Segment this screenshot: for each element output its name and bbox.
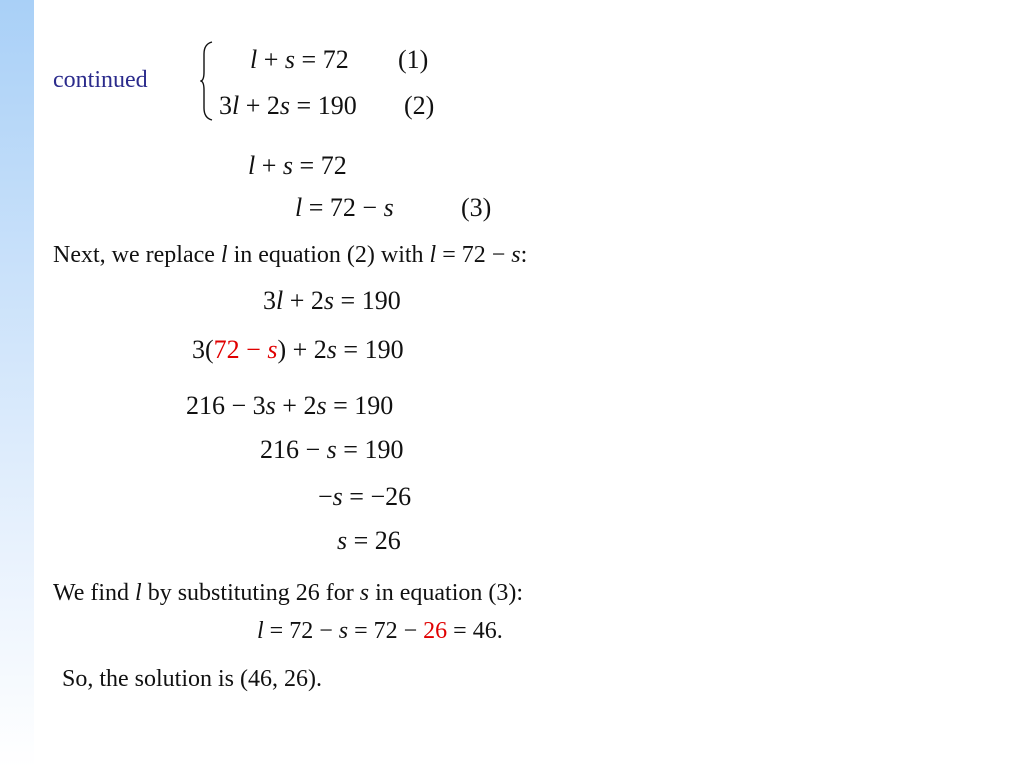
math-segment: + 2 [239,91,280,120]
derivation-line-3 [186,393,393,419]
math-segment: 3 [219,91,232,120]
math-segment: = −26 [342,482,412,511]
math-segment: − [318,482,333,511]
math-segment: s [323,286,335,315]
math-segment: s [265,391,276,420]
math-segment: s [359,580,370,606]
instruction-find-l [53,581,523,605]
derivation-line-6 [337,528,401,554]
step1-equation-2 [295,195,394,221]
math-segment: 26 [423,618,448,644]
side-decoration-bar [0,0,34,768]
instruction-replace-l [53,243,527,267]
math-segment: s [337,526,348,555]
math-segment: l [248,151,256,180]
math-segment: l [276,286,284,315]
derivation-line-4 [260,437,403,463]
step1-tag-3: (3) [461,193,492,222]
math-segment: s [332,482,343,511]
math-segment: l [295,193,303,222]
math-segment: Next, we replace [53,242,221,268]
math-segment: by substituting 26 for [141,580,360,606]
math-segment: s [282,151,294,180]
math-segment: s [267,335,278,364]
math-segment: = 72 [293,151,347,180]
math-segment: 216 − 3 [186,391,266,420]
system-tag-1: (1) [398,45,429,74]
derivation-line-2 [192,337,404,363]
math-segment: 3( [192,335,214,364]
math-segment: l [135,580,142,606]
math-segment: l [429,242,437,268]
math-segment: = 190 [336,435,404,464]
math-segment: = 190 [290,91,357,120]
math-segment: + [257,45,285,74]
result-equation [257,619,503,643]
math-segment: s [511,242,521,268]
math-segment: s [326,335,337,364]
math-segment: We find [53,580,136,606]
math-segment: = 190 [326,391,394,420]
derivation-line-1 [263,288,401,314]
step1-equation-1 [248,153,347,179]
left-brace [200,40,214,122]
math-segment: s [316,391,327,420]
math-segment: s [279,91,291,120]
math-segment: = 72 − [348,618,424,644]
system-equation-2 [219,93,357,119]
math-segment: s [383,193,394,222]
math-segment: = 26 [347,526,401,555]
math-segment: = 46. [447,618,503,644]
math-segment: l [220,242,228,268]
math-segment: + [255,151,283,180]
math-segment: ) + 2 [277,335,327,364]
math-segment: = 72 − [263,618,339,644]
math-segment: 216 − [260,435,327,464]
math-segment: l [232,91,240,120]
math-segment: : [520,242,528,268]
math-segment: s [326,435,337,464]
math-segment: 72 − [213,335,268,364]
solution-conclusion: So, the solution is (46, 26). [62,666,323,692]
derivation-line-5 [318,484,411,510]
math-segment: in equation (2) with [227,242,430,268]
math-segment: 3 [263,286,276,315]
math-segment: s [338,618,349,644]
system-equation-1 [250,47,349,73]
math-segment: + 2 [275,391,317,420]
continued-label: continued [53,67,148,93]
math-segment: l [250,45,258,74]
math-segment: = 72 − [302,193,384,222]
math-segment: l [257,618,264,644]
math-segment: s [284,45,296,74]
math-segment: = 190 [336,335,404,364]
math-segment: in equation (3): [369,580,524,606]
math-segment: = 72 − [436,242,512,268]
math-segment: + 2 [283,286,324,315]
math-segment: = 72 [295,45,349,74]
system-tag-2: (2) [404,91,435,120]
math-segment: = 190 [334,286,401,315]
